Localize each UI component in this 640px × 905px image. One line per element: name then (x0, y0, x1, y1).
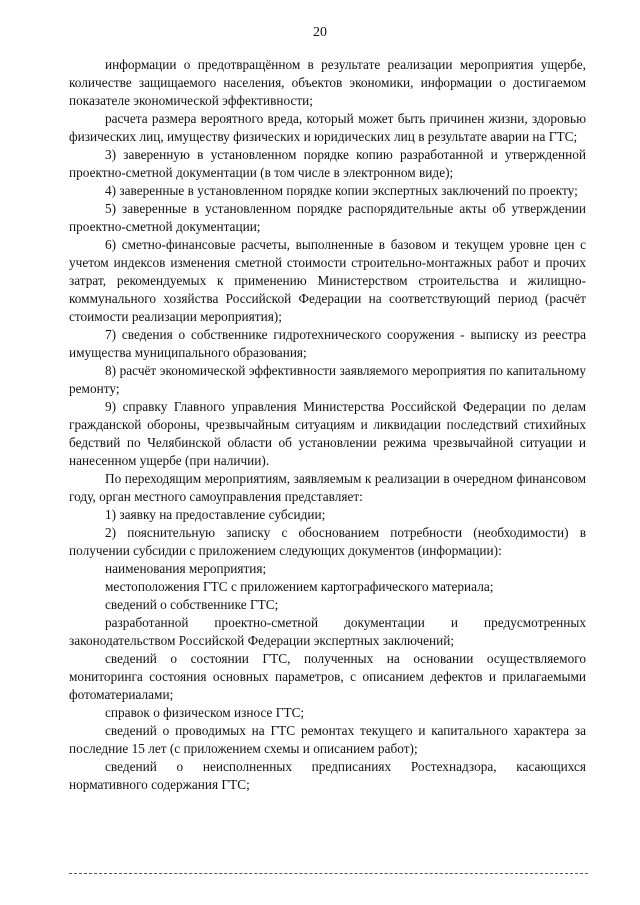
paragraph: разработанной проектно-сметной документации и предусмотренных законодательством Российской Федерации экспертных заключений; (69, 615, 586, 648)
page-number: 20 (313, 25, 327, 40)
paragraph: сведений о неисполненных предписаниях Ростехнадзора, касающихся нормативного содержания ГТС; (69, 759, 586, 792)
paragraph: 8) расчёт экономической эффективности заявляемого мероприятия по капитальному ремонту; (69, 363, 586, 396)
paragraph: информации о предотвращённом в результате реализации мероприятия ущербе, количестве защищаемого населения, объектов экономики, информации о достигаемом показателе экономической эффективности; (69, 57, 586, 108)
paragraph: 4) заверенные в установленном порядке копии экспертных заключений по проекту; (105, 183, 578, 198)
footer-divider (69, 873, 588, 874)
paragraph: справок о физическом износе ГТС; (105, 705, 305, 720)
paragraph: 1) заявку на предоставление субсидии; (105, 507, 326, 522)
paragraph: 3) заверенную в установленном порядке копию разработанной и утвержденной проектно-сметной документации (в том числе в электронном виде); (69, 147, 586, 180)
paragraph: сведений о состоянии ГТС, полученных на основании осуществляемого мониторинга состояния основных параметров, с описанием дефектов и прилагаемыми фотоматериалами; (69, 651, 586, 702)
paragraph: 6) сметно-финансовые расчеты, выполненные в базовом и текущем уровне цен с учетом индексов изменения сметной стоимости строительно-монтажных работ и прочих затрат, рекомендуемых к применению Министерством строительства и жилищно-коммунального хозяйства Российской Федерации на соответствующий период (расчёт стоимости реализации мероприятия); (69, 237, 586, 324)
paragraph: местоположения ГТС с приложением картографического материала; (105, 579, 494, 594)
paragraph: сведений о проводимых на ГТС ремонтах текущего и капитального характера за последние 15 лет (с приложением схемы и описанием работ); (69, 723, 586, 756)
paragraph: наименования мероприятия; (105, 561, 267, 576)
paragraph: 7) сведения о собственнике гидротехнического сооружения - выписку из реестра имущества муниципального образования; (69, 327, 586, 360)
paragraph: 9) справку Главного управления Министерства Российской Федерации по делам гражданской обороны, чрезвычайным ситуациям и ликвидации последствий стихийных бедствий по Челябинской области об установлении режима чрезвычайной ситуации и нанесенном ущербе (при наличии). (69, 399, 586, 468)
paragraph: расчета размера вероятного вреда, который может быть причинен жизни, здоровью физических лиц, имуществу физических и юридических лиц в результате аварии на ГТС; (69, 111, 586, 144)
paragraph: По переходящим мероприятиям, заявляемым к реализации в очередном финансовом году, орган местного самоуправления представляет: (69, 471, 586, 504)
paragraph: сведений о собственнике ГТС; (105, 597, 279, 612)
paragraph: 5) заверенные в установленном порядке распорядительные акты об утверждении проектно-сметной документации; (69, 201, 586, 234)
document-body (69, 56, 586, 794)
paragraph: 2) пояснительную записку с обоснованием потребности (необходимости) в получении субсидии с приложением следующих документов (информации): (69, 525, 586, 558)
